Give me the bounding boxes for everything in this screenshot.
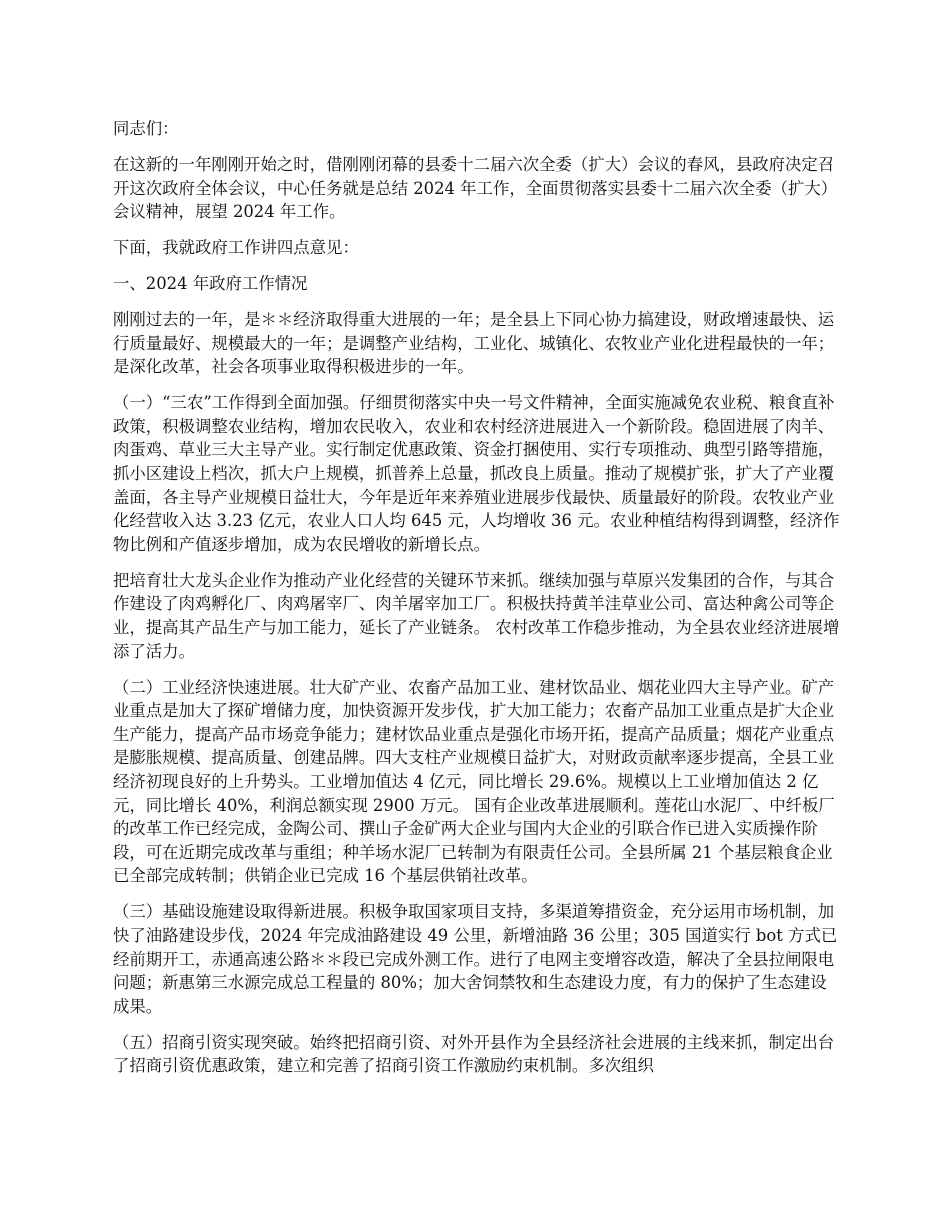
paragraph-outline: 下面，我就政府工作讲四点意见：: [113, 238, 359, 258]
section-heading: 一、2024 年政府工作情况: [113, 274, 308, 294]
paragraph-investment: （五）招商引资实现突破。始终把招商引资、对外开县作为全县经济社会进展的主线来抓，制定出台了招商引资优惠政策，建立和完善了招商引资工作激励约束机制。多次组织: [113, 1032, 835, 1076]
document-page: [113, 117, 843, 1090]
paragraph-intro: 在这新的一年刚刚开始之时，借刚刚闭幕的县委十二届六次全委（扩大）会议的春风，县政府决定召开这次政府全体会议，中心任务就是总结 2024 年工作，全面贯彻落实县委十二届六次全委（扩大）会议精神，展望 2024 年工作。: [113, 154, 838, 222]
paragraph-infrastructure: （三）基础设施建设取得新进展。积极争取国家项目支持，多渠道筹措资金，充分运用市场机制，加快了油路建设步伐，2024 年完成油路建设 49 公里，新增油路 36 公里；305 国道实行 bot 方式已经前期开工，赤通高速公路＊＊段已完成外测工作。进行了电网主变增容改造，解决了全县拉闸限电问题；新惠第三水源完成总工程量的 80%；加大舍饲禁牧和生态建设力度，有力的保护了生态建设成果。: [113, 902, 838, 1016]
greeting: 同志们：: [113, 119, 179, 138]
paragraph-summary: 刚刚过去的一年，是＊＊经济取得重大进展的一年；是全县上下同心协力搞建设，财政增速最快、运行质量最好、规模最大的一年；是调整产业结构，工业化、城镇化、农牧业产业化进程最快的一年；是深化改革，社会各项事业取得积极进步的一年。: [113, 310, 835, 377]
paragraph-leading-enterprises: 把培育壮大龙头企业作为推动产业化经营的关键环节来抓。继续加强与草原兴发集团的合作，与其合作建设了肉鸡孵化厂、肉鸡屠宰厂、肉羊屠宰加工厂。积极扶持黄羊洼草业公司、富达种禽公司等企业，提高其产品生产与加工能力，延长了产业链条。 农村改革工作稳步推动，为全县农业经济进展增添了活力。: [113, 570, 840, 661]
paragraph-industry: （二）工业经济快速进展。壮大矿产业、农畜产品加工业、建材饮品业、烟花业四大主导产业。矿产业重点是加大了探矿增储力度，加快资源开发步伐，扩大加工能力；农畜产品加工业重点是扩大企业生产能力，提高产品市场竞争能力；建材饮品业重点是强化市场开拓，提高产品质量；烟花产业重点是膨胀规模、提高质量、创建品牌。四大支柱产业规模日益扩大，对财政贡献率逐步提高，全县工业经济初现良好的上升势头。工业增加值达 4 亿元，同比增长 29.6%。规模以上工业增加值达 2 亿元，同比增长 40%，利润总额实现 2900 万元。 国有企业改革进展顺利。莲花山水泥厂、中纤板厂的改革工作已经完成，金陶公司、撰山子金矿两大企业与国内大企业的引联合作已进入实质操作阶段，可在近期完成改革与重组；种羊场水泥厂已转制为有限责任公司。全县所属 21 个基层粮食企业已全部完成转制；供销企业已完成 16 个基层供销社改革。: [113, 677, 835, 886]
paragraph-agriculture: （一）“三农”工作得到全面加强。仔细贯彻落实中央一号文件精神，全面实施减免农业税、粮食直补政策，积极调整农业结构，增加农民收入，农业和农村经济进展进入一个新阶段。稳固进展了肉羊、肉蛋鸡、草业三大主导产业。实行制定优惠政策、资金打捆使用、实行专项推动、典型引路等措施，抓小区建设上档次，抓大户上规模，抓普养上总量，抓改良上质量。推动了规模扩张，扩大了产业覆盖面，各主导产业规模日益壮大，今年是近年来养殖业进展步伐最快、质量最好的阶段。农牧业产业化经营收入达 3.23 亿元，农业人口人均 645 元，人均增收 36 元。农业种植结构得到调整，经济作物比例和产值逐步增加，成为农民增收的新增长点。: [113, 393, 840, 554]
